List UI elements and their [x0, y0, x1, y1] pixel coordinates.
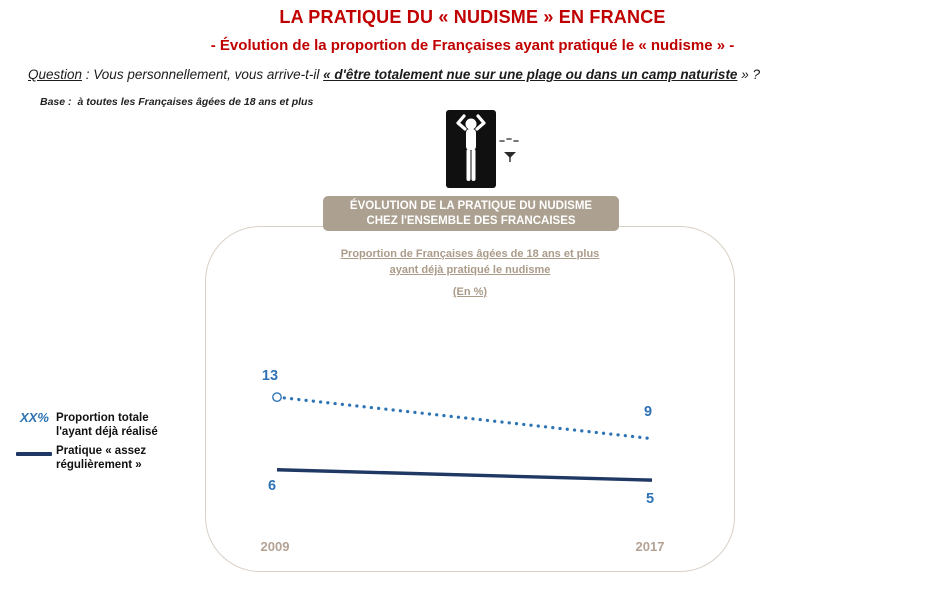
x-axis-label-2009: 2009: [260, 539, 290, 554]
legend-regular-label: [56, 444, 146, 472]
question-lead: : Vous personnellement, vous arrive-t-il: [82, 67, 324, 82]
question-tail: » ?: [737, 67, 760, 82]
series-line-solid: [277, 470, 652, 480]
beach-marks-icon: [498, 136, 524, 175]
data-label-total-2017: 9: [643, 404, 653, 420]
page-title: LA PRATIQUE DU « NUDISME » EN FRANCE: [279, 7, 666, 27]
series-line-dotted: [277, 397, 652, 439]
legend-total-line1: Proportion totale: [56, 412, 149, 424]
survey-question: [28, 67, 928, 82]
legend-total-line2: l'ayant déjà réalisé: [56, 426, 158, 438]
question-label: Question: [28, 67, 83, 82]
legend-regular-line1: Pratique « assez: [56, 445, 147, 457]
chart-unit-label: (En %): [452, 286, 488, 298]
banner-line1: ÉVOLUTION DE LA PRATIQUE DU NUDISME: [349, 200, 593, 212]
base-text: à toutes les Françaises âgées de 18 ans et plus: [77, 96, 314, 108]
legend-solid-line-swatch: [16, 452, 52, 456]
data-label-regular-2009: 6: [267, 478, 277, 494]
data-label-regular-2017: 5: [645, 491, 655, 507]
chart-subtitle-line1: Proportion de Françaises âgées de 18 ans et plus: [340, 248, 600, 260]
data-label-total-2009: 13: [261, 368, 279, 384]
sunbather-person-icon: [446, 110, 496, 193]
legend-regular-line2: régulièrement »: [56, 459, 142, 471]
legend-total-label: [56, 411, 158, 439]
base-label: Base :: [40, 96, 72, 108]
legend-total-symbol: XX%: [20, 410, 49, 425]
trend-chart: [205, 226, 735, 572]
question-quoted-text: « d'être totalement nue sur une plage ou dans un camp naturiste: [323, 67, 738, 82]
chart-subtitle-line2: ayant déjà pratiqué le nudisme: [389, 264, 551, 276]
x-axis-label-2017: 2017: [635, 539, 665, 554]
page-subtitle: - Évolution de la proportion de Françaises ayant pratiqué le « nudisme » -: [210, 37, 735, 54]
base-line: [40, 96, 313, 108]
chart-banner: [323, 196, 619, 231]
banner-line2: CHEZ l'ENSEMBLE DES FRANCAISES: [366, 215, 576, 227]
open-circle-marker: [273, 393, 281, 401]
